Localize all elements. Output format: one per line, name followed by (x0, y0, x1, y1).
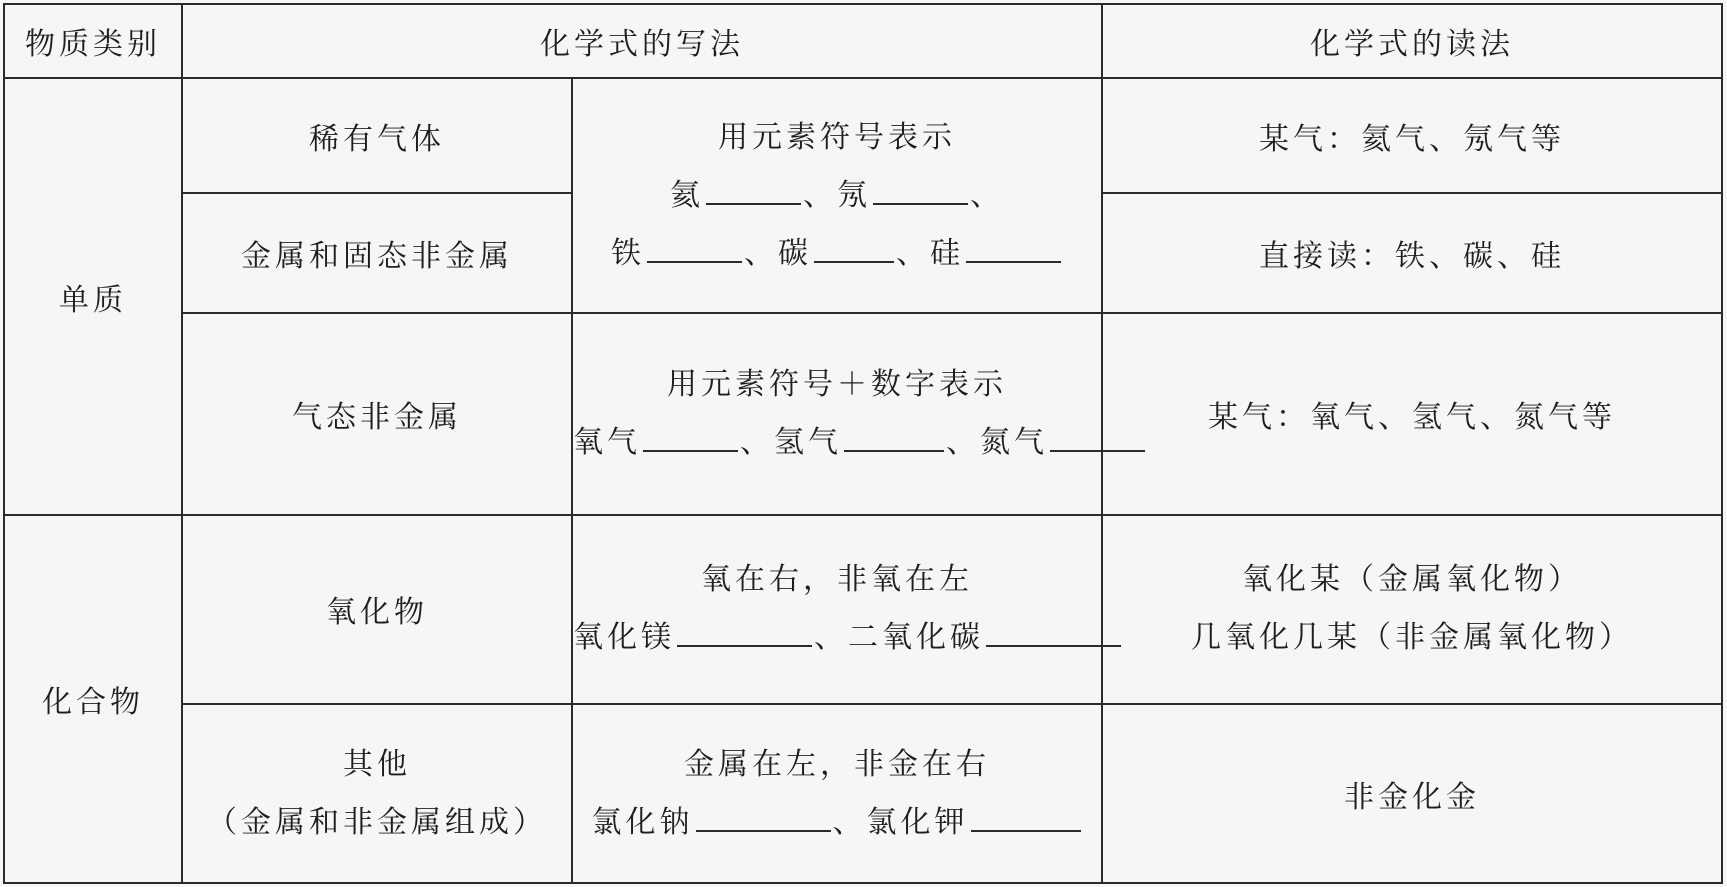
type-gas-nonmetal: 气态非金属 (182, 313, 572, 515)
fill-line-other (573, 794, 1101, 852)
type-other-note: （金属和非金属组成） (207, 804, 547, 840)
header-reading: 化学式的读法 (1102, 4, 1722, 78)
type-other-title: 其他 (343, 746, 411, 782)
label-magnesium-oxide: 氧化镁 (573, 620, 675, 656)
writing-other (572, 704, 1102, 883)
row-other (4, 704, 1722, 883)
rule-symbol-number: 用元素符号＋数字表示 (667, 366, 1007, 402)
fill-line-oxide (573, 609, 1101, 667)
label-carbon-dioxide: 、二氧化碳 (814, 620, 984, 656)
blank-potassium-chloride[interactable] (971, 800, 1081, 832)
writing-oxide (572, 515, 1102, 704)
label-iron: 铁 (611, 235, 645, 271)
blank-oxygen[interactable] (643, 420, 738, 452)
fill-line-noble (573, 167, 1101, 225)
row-noble-gas (4, 78, 1722, 193)
label-neon: 、氖 (803, 177, 871, 213)
label-comma: 、 (970, 177, 1004, 213)
label-potassium-chloride: 、氯化钾 (832, 804, 969, 840)
blank-magnesium-oxide[interactable] (677, 615, 812, 647)
blank-helium[interactable] (706, 173, 801, 205)
label-helium: 氦 (670, 177, 704, 213)
reading-nonmetal-oxide: 几氧化几某（非金属氧化物） (1191, 620, 1633, 656)
blank-carbon-dioxide[interactable] (986, 615, 1121, 647)
reading-noble-gas: 某气：氦气、氖气等 (1102, 78, 1722, 193)
label-silicon: 、硅 (896, 235, 964, 271)
reading-metal-oxide: 氧化某（金属氧化物） (1242, 562, 1582, 598)
row-gas-nonmetal (4, 313, 1722, 515)
chemistry-table-frame (3, 3, 1723, 884)
fill-line-gas (573, 414, 1101, 472)
reading-other: 非金化金 (1102, 704, 1722, 883)
blank-sodium-chloride[interactable] (696, 800, 831, 832)
blank-hydrogen[interactable] (844, 420, 944, 452)
header-row (4, 4, 1722, 78)
blank-silicon[interactable] (966, 231, 1061, 263)
row-oxide (4, 515, 1722, 704)
label-carbon: 、碳 (744, 235, 812, 271)
rule-oxide: 氧在右，非氧在左 (701, 562, 973, 598)
blank-neon[interactable] (873, 173, 968, 205)
reading-oxide (1102, 515, 1722, 704)
writing-gas-nonmetal (572, 313, 1102, 515)
rule-other: 金属在左，非金在右 (684, 746, 990, 782)
type-other (182, 704, 572, 883)
rule-symbol-only: 用元素符号表示 (718, 119, 956, 155)
blank-iron[interactable] (647, 231, 742, 263)
category-simple: 单质 (4, 78, 182, 514)
label-oxygen: 氧气 (573, 424, 641, 460)
reading-gas-nonmetal: 某气：氧气、氢气、氮气等 (1102, 313, 1722, 515)
header-writing: 化学式的写法 (182, 4, 1102, 78)
label-sodium-chloride: 氯化钠 (591, 804, 694, 840)
blank-carbon[interactable] (814, 231, 894, 263)
header-category: 物质类别 (4, 4, 182, 78)
category-compound: 化合物 (4, 515, 182, 883)
type-noble-gas: 稀有气体 (182, 78, 572, 193)
label-hydrogen: 、氢气 (740, 424, 842, 460)
writing-simple-symbols (572, 78, 1102, 312)
chemical-formula-table (3, 3, 1723, 884)
blank-nitrogen[interactable] (1050, 420, 1145, 452)
type-metal-solid: 金属和固态非金属 (182, 193, 572, 312)
type-oxide: 氧化物 (182, 515, 572, 704)
reading-metal-solid: 直接读：铁、碳、硅 (1102, 193, 1722, 312)
label-nitrogen: 、氮气 (946, 424, 1048, 460)
fill-line-solid (573, 225, 1101, 283)
